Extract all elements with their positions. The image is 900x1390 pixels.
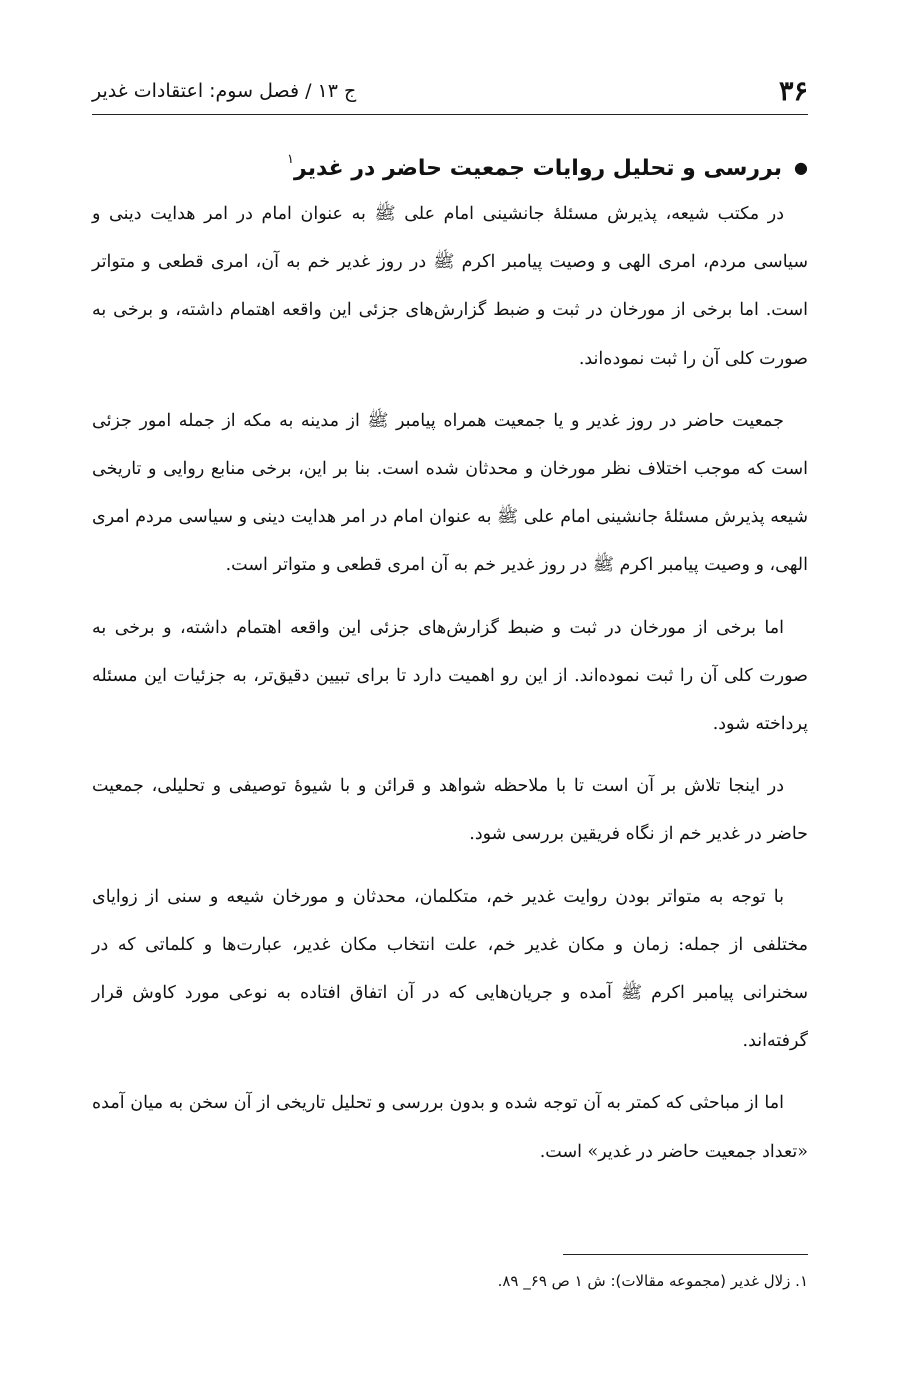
footnote: ۱. زلال غدیر (مجموعه مقالات): ش ۱ ص ۶۹_ ۸۹. <box>497 1272 808 1290</box>
section-title-text: بررسی و تحلیل روایات جمعیت حاضر در غدیر <box>294 156 783 181</box>
body-text <box>92 190 808 1190</box>
section-heading <box>92 140 808 189</box>
page-number: ۳۶ <box>778 76 808 107</box>
paragraph: اما برخی از مورخان در ثبت و ضبط گزارش‌های جزئی این واقعه اهتمام داشته، و برخی به صورت کلی آن را ثبت نموده‌اند. از این رو اهمیت دارد تا برای تبیین دقیق‌تر، به جزئیات این مسئله پرداخته شود. <box>92 617 808 735</box>
bullet-icon: ● <box>794 158 808 177</box>
paragraph: با توجه به متواتر بودن روایت غدیر خم، متکلمان، محدثان و مورخان شیعه و سنی از زوایای مختلفی از جمله: زمان و مکان غدیر خم، علت انتخاب مکان غدیر، عبارت‌ها و کلماتی که در سخنرانی پیامبر اکرم ﷺ آمده و جریان‌هایی که در آن اتفاق افتاده به نوعی مورد کاوش قرار گرفته‌اند. <box>92 886 808 1052</box>
footnote-divider <box>563 1254 808 1255</box>
running-header <box>92 70 808 115</box>
paragraph: جمعیت حاضر در روز غدیر و یا جمعیت همراه پیامبر ﷺ از مدینه به مکه از جمله امور جزئی است که موجب اختلاف نظر مورخان و محدثان شده است. بنا بر این، برخی منابع روایی و تاریخی شیعه پذیرش مسئلهٔ جانشینی امام علی ﷺ به عنوان امام در امر هدایت دینی و سیاسی مردم امری الهی، و وصیت پیامبر اکرم ﷺ در روز غدیر خم به آن امری قطعی و متواتر است. <box>92 410 808 576</box>
footnote-reference[interactable]: ۱ <box>287 152 295 167</box>
paragraph: در اینجا تلاش بر آن است تا با ملاحظه شواهد و قرائن و با شیوهٔ توصیفی و تحلیلی، جمعیت حاضر در غدیر خم از نگاه فریقین بررسی شود. <box>92 776 808 845</box>
paragraph: در مکتب شیعه، پذیرش مسئلهٔ جانشینی امام علی ﷺ به عنوان امام در امر هدایت دینی و سیاسی مردم، امری الهی و وصیت پیامبر اکرم ﷺ در روز غدیر خم به آن، امری قطعی و متواتر است. اما برخی از مورخان در ثبت و ضبط گزارش‌های جزئی این واقعه اهتمام داشته، و برخی به صورت کلی آن را ثبت نموده‌اند. <box>92 204 808 369</box>
paragraph: اما از مباحثی که کمتر به آن توجه شده و بدون بررسی و تحلیل تاریخی از آن سخن به میان آمده «تعداد جمعیت حاضر در غدیر» است. <box>92 1093 808 1162</box>
running-title: ج ۱۳ / فصل سوم: اعتقادات غدیر <box>92 80 357 102</box>
